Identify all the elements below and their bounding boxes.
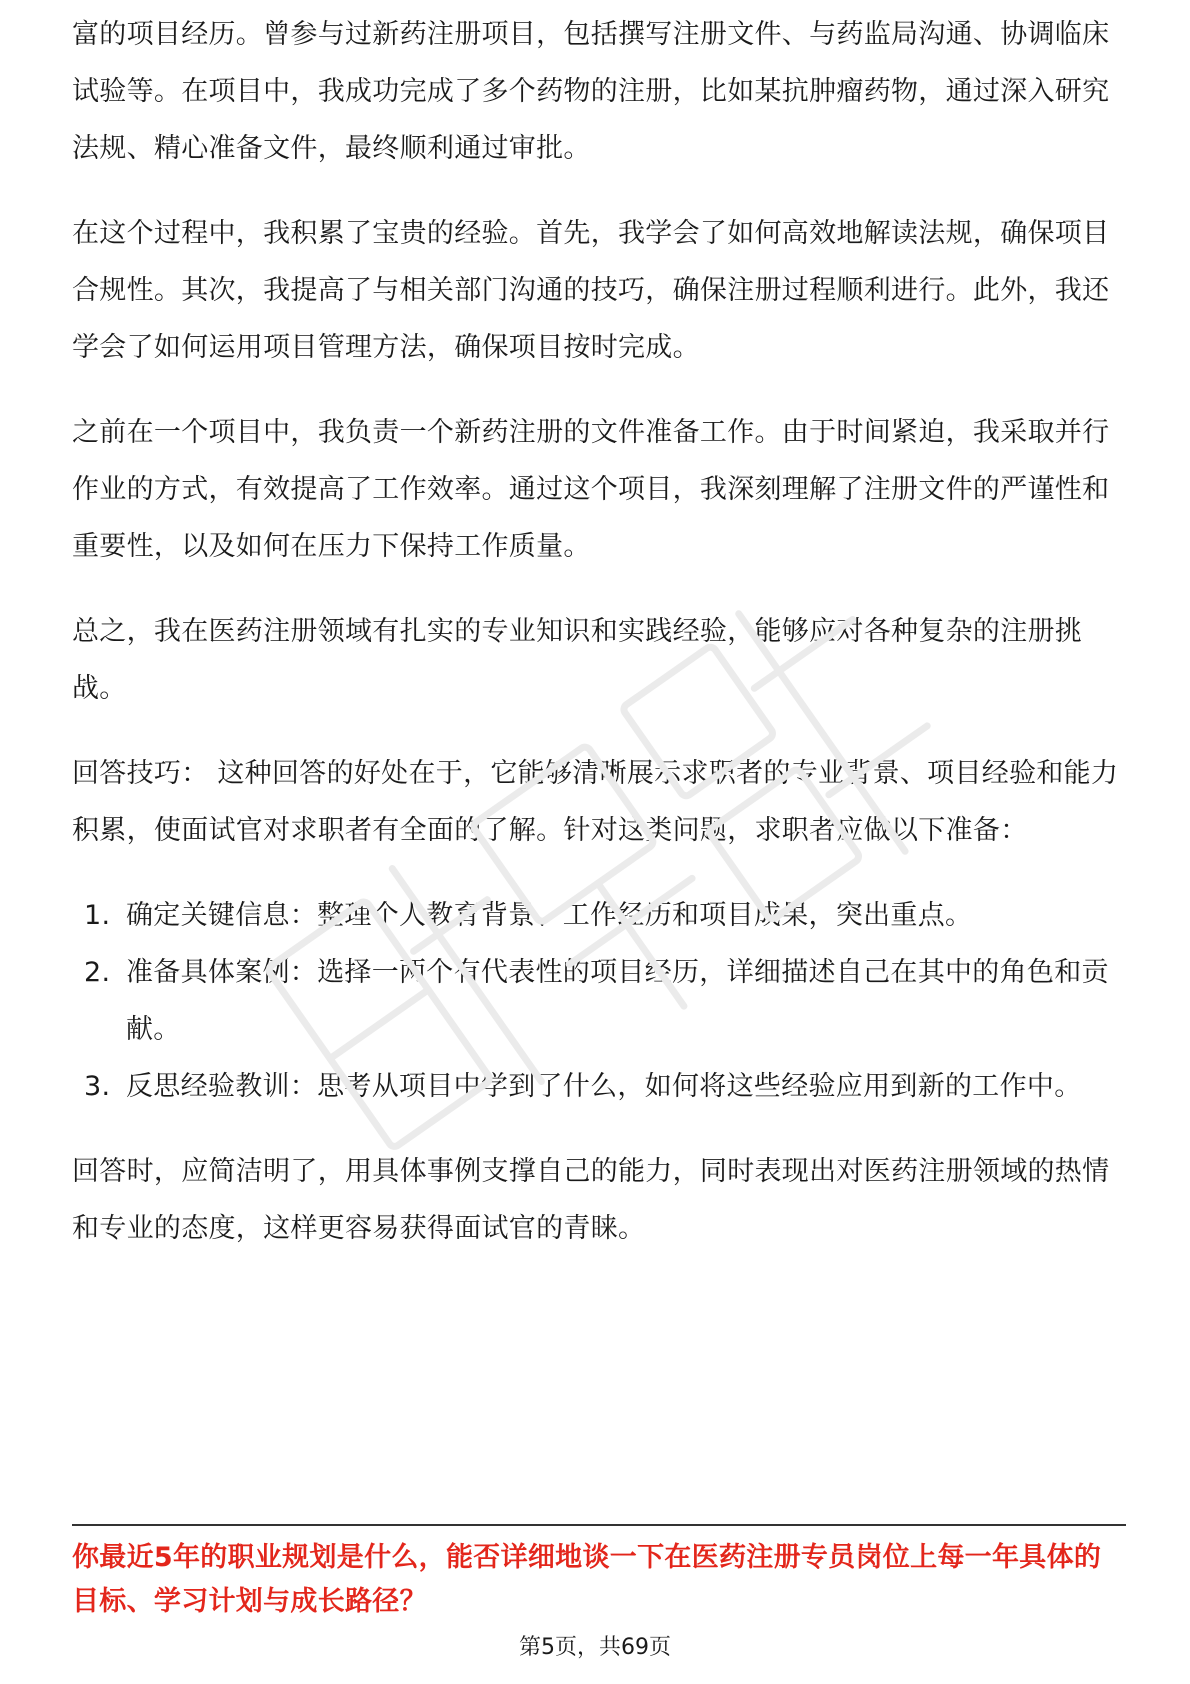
paragraph-experience-gained: 在这个过程中，我积累了宝贵的经验。首先，我学会了如何高效地解读法规，确保项目合规性。其次，我提高了与相关部门沟通的技巧，确保注册过程顺利进行。此外，我还学会了如何运用项目管理方法，确保项目按时完成。 (72, 218, 1110, 363)
paragraph-summary: 总之，我在医药注册领域有扎实的专业知识和实践经验，能够应对各种复杂的注册挑战。 (72, 616, 1083, 704)
paragraph-project-experience: 富的项目经历。曾参与过新药注册项目，包括撰写注册文件、与药监局沟通、协调临床试验等。在项目中，我成功完成了多个药物的注册，比如某抗肿瘤药物，通过深入研究法规、精心准备文件，最终顺利通过审批。 (72, 19, 1110, 164)
list-item-text: 确定关键信息：整理个人教育背景、工作经历和项目成果，突出重点。 (126, 900, 973, 931)
section-divider (72, 1524, 1126, 1526)
tips-list (72, 887, 1122, 1115)
list-item (72, 887, 1122, 944)
list-item-number: 3. (84, 1071, 111, 1102)
list-item-text: 反思经验教训：思考从项目中学到了什么，如何将这些经验应用到新的工作中。 (126, 1071, 1082, 1102)
list-item (72, 944, 1122, 1058)
list-item (72, 1058, 1122, 1115)
list-item-number: 1. (84, 900, 111, 931)
paragraph-closing: 回答时，应简洁明了，用具体事例支撑自己的能力，同时表现出对医药注册领域的热情和专业的态度，这样更容易获得面试官的青睐。 (72, 1156, 1110, 1244)
page-number: 第5页，共69页 (519, 1635, 671, 1660)
paragraph-answer-tips: 回答技巧： 这种回答的好处在于，它能够清晰展示求职者的专业背景、项目经验和能力积累，使面试官对求职者有全面的了解。针对这类问题，求职者应做以下准备： (72, 758, 1119, 846)
document-body (72, 18, 1122, 1285)
paragraph-previous-project: 之前在一个项目中，我负责一个新药注册的文件准备工作。由于时间紧迫，我采取并行作业的方式，有效提高了工作效率。通过这个项目，我深刻理解了注册文件的严谨性和重要性，以及如何在压力下保持工作质量。 (72, 417, 1110, 562)
list-item-text: 准备具体案例：选择一两个有代表性的项目经历，详细描述自己在其中的角色和贡献。 (126, 957, 1109, 1045)
next-question-heading: 你最近5年的职业规划是什么，能否详细地谈一下在医药注册专员岗位上每一年具体的目标、学习计划与成长路径？ (72, 1542, 1102, 1617)
list-item-number: 2. (84, 957, 111, 988)
